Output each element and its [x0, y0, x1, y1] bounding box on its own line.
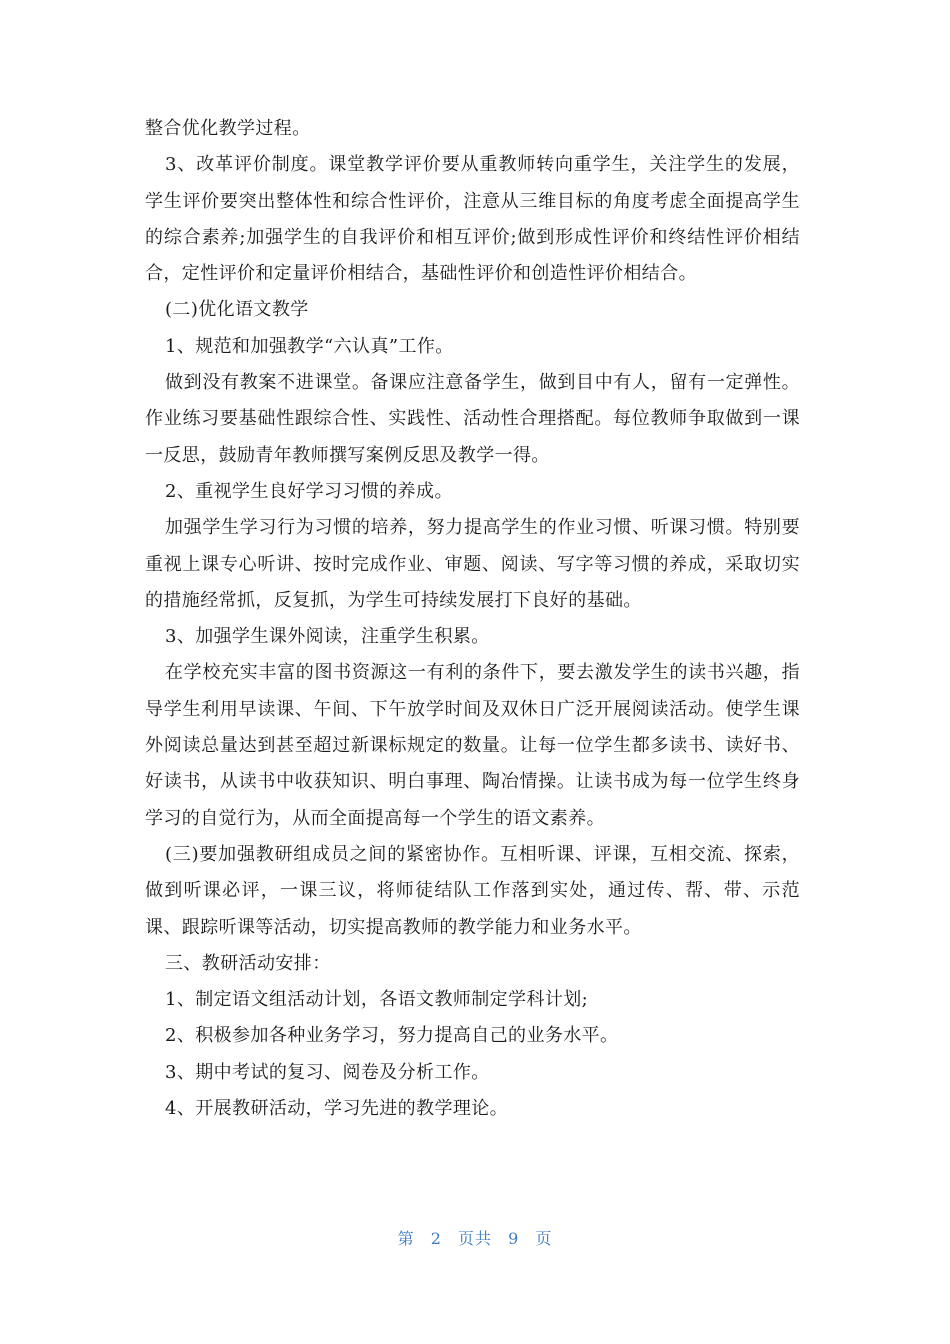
- page-number-footer: 第 2 页共 9 页: [397, 1229, 553, 1248]
- list-item: 4、开展教研活动，学习先进的教学理论。: [165, 1098, 509, 1120]
- paragraph: 在学校充实丰富的图书资源这一有利的条件下，要去激发学生的读书兴趣，指导学生利用早读课、午间、下午放学时间及双休日广泛开展阅读活动。使学生课外阅读总量达到甚至超过新课标规定的数量。让每一位学生都多读书、读好书、好读书，从读书中收获知识、明白事理、陶冶情操。让读书成为每一位学生终身学习的自觉行为，从而全面提高每一个学生的语文素养。: [145, 662, 800, 829]
- list-item: 1、制定语文组活动计划，各语文教师制定学科计划;: [165, 989, 589, 1011]
- paragraph: 做到没有教案不进课堂。备课应注意备学生，做到目中有人，留有一定弹性。作业练习要基础性跟综合性、实践性、活动性合理搭配。每位教师争取做到一课一反思，鼓励青年教师撰写案例反思及教学一得。: [145, 372, 800, 466]
- list-item: 2、积极参加各种业务学习，努力提高自己的业务水平。: [165, 1025, 619, 1047]
- paragraph: (三)要加强教研组成员之间的紧密协作。互相听课、评课，互相交流、探索，做到听课必评，一课三议，将师徒结队工作落到实处，通过传、帮、带、示范课、跟踪听课等活动，切实提高教师的教学能力和业务水平。: [145, 843, 800, 938]
- subsection-heading: 2、重视学生良好学习习惯的养成。: [165, 480, 453, 502]
- subsection-heading: 3、加强学生课外阅读，注重学生积累。: [165, 626, 490, 648]
- document-body: [145, 111, 800, 1127]
- section-heading: (二)优化语文教学: [165, 299, 309, 321]
- section-heading: 三、教研活动安排：: [165, 952, 331, 974]
- subsection-heading: 1、规范和加强教学“六认真”工作。: [165, 335, 454, 357]
- paragraph: 3、改革评价制度。课堂教学评价要从重教师转向重学生，关注学生的发展，学生评价要突出整体性和综合性评价，注意从三维目标的角度考虑全面提高学生的综合素养;加强学生的自我评价和相互评价;做到形成性评价和终结性评价相结合，定性评价和定量评价相结合，基础性评价和创造性评价相结合。: [145, 154, 800, 285]
- paragraph: 加强学生学习行为习惯的培养，努力提高学生的作业习惯、听课习惯。特别要重视上课专心听讲、按时完成作业、审题、阅读、写字等习惯的养成，采取切实的措施经常抓，反复抓，为学生可持续发展打下良好的基础。: [145, 517, 800, 611]
- list-item: 3、期中考试的复习、阅卷及分析工作。: [165, 1061, 490, 1083]
- paragraph: 整合优化教学过程。: [145, 118, 311, 139]
